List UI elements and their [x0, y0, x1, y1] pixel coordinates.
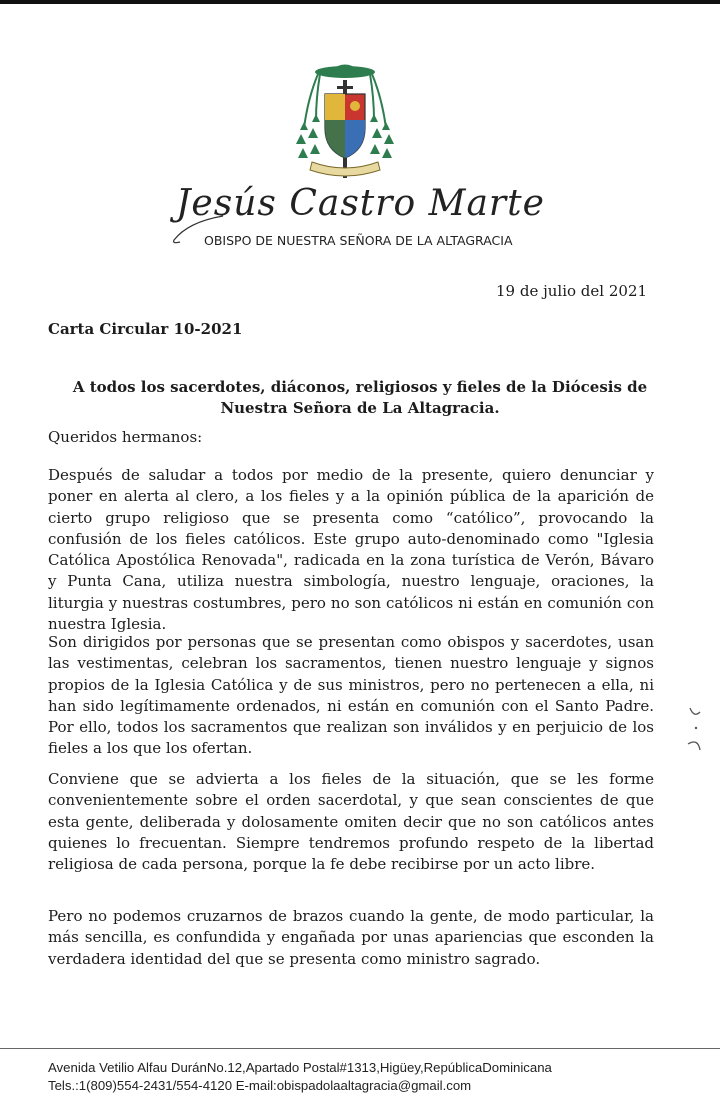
circular-reference: Carta Circular 10-2021	[48, 320, 243, 338]
footer-address: Avenida Vetilio Alfau DuránNo.12,Apartado Postal#1313,Higüey,RepúblicaDominicana	[48, 1060, 552, 1075]
body-paragraph: Pero no podemos cruzarnos de brazos cuando la gente, de modo particular, la más sencilla, es confundida y engañada por unas apariencias que esconden la verdadera identidad del que se presenta como ministro sagrado.	[48, 907, 654, 968]
footer-divider	[0, 1048, 720, 1049]
body-paragraph: Conviene que se advierta a los fieles de la situación, que se les forme convenientemente sobre el orden sacerdotal, y que sean conscientes de que esta gente, deliberada y dolosamente omiten decir que no son católicos antes quienes lo frecuentan. Siempre tendremos profundo respeto de la libertad religiosa de cada persona, porque la fe debe recibirse por un acto libre.	[48, 770, 654, 874]
body-paragraph: Después de saludar a todos por medio de la presente, quiero denunciar y poner en alerta al clero, a los fieles y a la opinión pública de la aparición de cierto grupo religioso que se presenta como “católico”, provocando la confusión de los fieles católicos. Este grupo auto-denominado como "Iglesia Católica Apostólica Renovada", radicada en la zona turística de Verón, Bávaro y Punta Cana, utiliza nuestra simbología, nuestro lenguaje, oraciones, la liturgia y nuestras costumbres, pero no son católicos ni están en comunión con nuestra Iglesia.	[48, 466, 654, 634]
footer	[48, 1059, 668, 1095]
letter-date: 19 de julio del 2021	[496, 282, 648, 300]
footer-contact: Tels.:1(809)554-2431/554-4120 E-mail:obispadolaaltagracia@gmail.com	[48, 1078, 472, 1093]
addressee-heading: A todos los sacerdotes, diáconos, religiosos y fieles de la Diócesis de Nuestra Señora de La Altagracia.	[72, 378, 648, 417]
bishop-signature-name: Jesús Castro Marte	[176, 183, 545, 224]
margin-pen-mark	[684, 704, 708, 754]
body-paragraph: Son dirigidos por personas que se presentan como obispos y sacerdotes, usan las vestimentas, celebran los sacramentos, tienen nuestro lenguaje y signos propios de la Iglesia Católica y de sus ministros, pero no pertenecen a ella, ni han sido legítimamente ordenados, ni están en comunión con el Santo Padre. Por ello, todos los sacramentos que realizan son inválidos y en perjuicio de los fieles a los que los ofertan.	[48, 633, 654, 758]
scan-top-edge	[0, 0, 720, 4]
greeting: Queridos hermanos:	[48, 428, 203, 446]
coat-of-arms-seal	[290, 58, 400, 188]
bishop-title: OBISPO DE NUESTRA SEÑORA DE LA ALTAGRACIA	[204, 233, 513, 248]
